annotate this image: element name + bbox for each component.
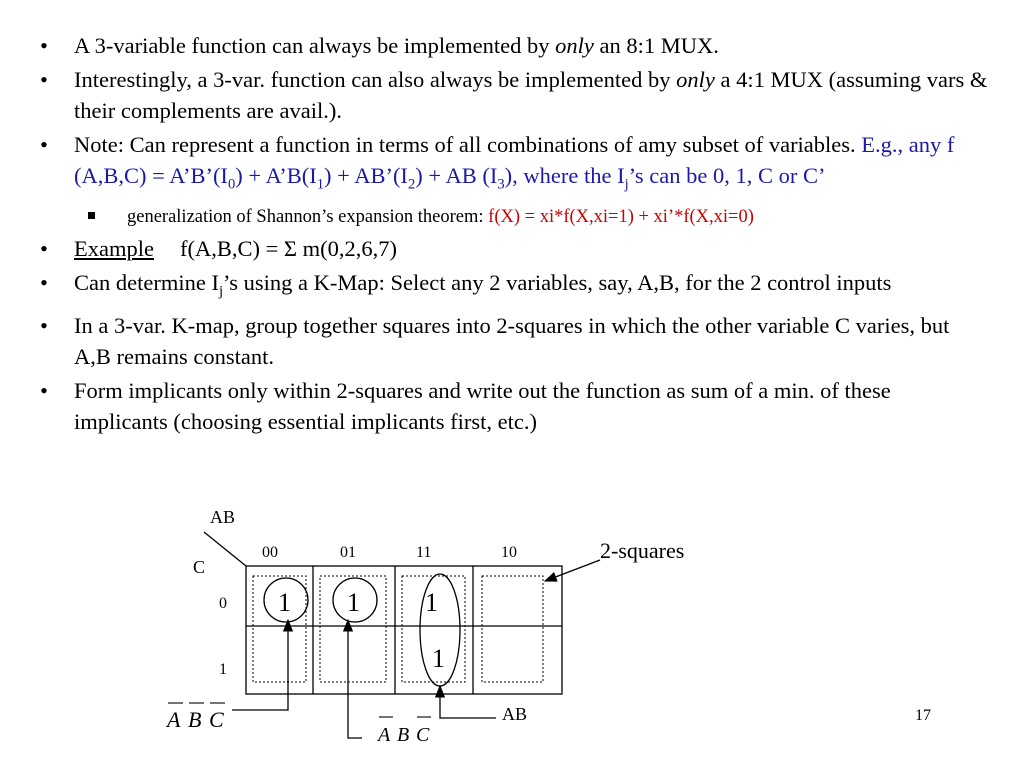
text: Note: Can represent a function in terms of all combinations of amy subset of variables. <box>74 132 862 157</box>
kmap-col-header: 01 <box>340 544 356 561</box>
kmap-ab-label: AB <box>210 507 236 527</box>
kmap-cell: 1 <box>425 588 438 617</box>
two-square-group <box>482 576 543 682</box>
term1-b: B <box>188 707 202 732</box>
text: A 3-variable function can always be implemented by <box>74 33 556 58</box>
bullet-symbol: • <box>40 132 48 157</box>
kmap-col-header: 11 <box>416 544 432 561</box>
text: Form implicants only within 2-squares and write out the function as sum of a min. of these implicants (choosing essential implicants first, etc.) <box>74 378 891 434</box>
bullet-symbol: • <box>40 235 48 261</box>
example-label: Example <box>74 235 154 261</box>
term3-label: AB <box>502 704 528 724</box>
kmap-cell: 1 <box>347 588 360 617</box>
kmap-cell: 1 <box>432 644 445 673</box>
kmap-row-header: 1 <box>219 661 227 678</box>
kmap-col-header: 10 <box>501 544 517 561</box>
kmap-corner-diagonal <box>204 532 246 566</box>
term3-arrow <box>440 686 496 718</box>
text: ’s using a K-Map: Select any 2 variables, say, A,B, for the 2 control inputs <box>223 269 892 295</box>
text: In a 3-var. K-map, group together squares into 2-squares in which the other variable C varies, but A,B remains constant. <box>74 313 950 369</box>
text: an 8:1 MUX. <box>593 33 719 58</box>
text: Can determine I <box>74 269 219 295</box>
term1-arrow <box>232 620 288 710</box>
kmap-row-header: 0 <box>219 595 227 612</box>
text: Interestingly, a 3-var. function can also always be implemented by <box>74 67 677 92</box>
kmap-c-label: C <box>193 557 206 577</box>
text: generalization of Shannon’s expansion theorem: <box>127 206 489 227</box>
bullet-symbol: • <box>40 313 48 338</box>
bullet-symbol: • <box>40 378 48 403</box>
term2-c: C <box>416 724 430 746</box>
two-squares-arrow <box>545 560 600 581</box>
emphasis: only <box>555 33 594 58</box>
term2-arrow <box>348 620 362 738</box>
text: a 4:1 MUX (assuming vars & their complements are avail.). <box>74 67 988 123</box>
bullet-symbol: • <box>40 269 48 295</box>
page-number: 17 <box>915 707 931 724</box>
bullet-symbol: • <box>40 33 48 58</box>
shannon-formula: f(X) = xi*f(X,xi=1) + xi’*f(X,xi=0) <box>488 206 754 227</box>
term1-a: A <box>167 707 181 732</box>
two-squares-label: 2-squares <box>600 538 685 563</box>
kmap-col-header: 00 <box>262 544 278 561</box>
bullet-5: • Can determine $I_j’s$ using a K-Map: Select any 2 variables, say, A,B, for the 2 control inputs <box>40 267 990 308</box>
term2-b: B <box>397 724 410 746</box>
term1-c: C <box>209 707 224 732</box>
kmap-cell: 1 <box>278 588 291 617</box>
example-formula: E.g., any f $(A,B,C) = A’B’(I_0)$ + $A’B(I_1)$ + $AB’(I_2)$ + AB $(I_3)$, where the $I_j’s$ can be 0, 1, C or C’ <box>74 132 955 193</box>
example-function: f(A,B,C) = Σ m(0,2,6,7) <box>179 235 397 261</box>
kmap-grid <box>246 566 562 694</box>
term2-a: A <box>378 724 391 746</box>
emphasis: only <box>676 67 715 92</box>
bullet-symbol: • <box>40 67 48 92</box>
